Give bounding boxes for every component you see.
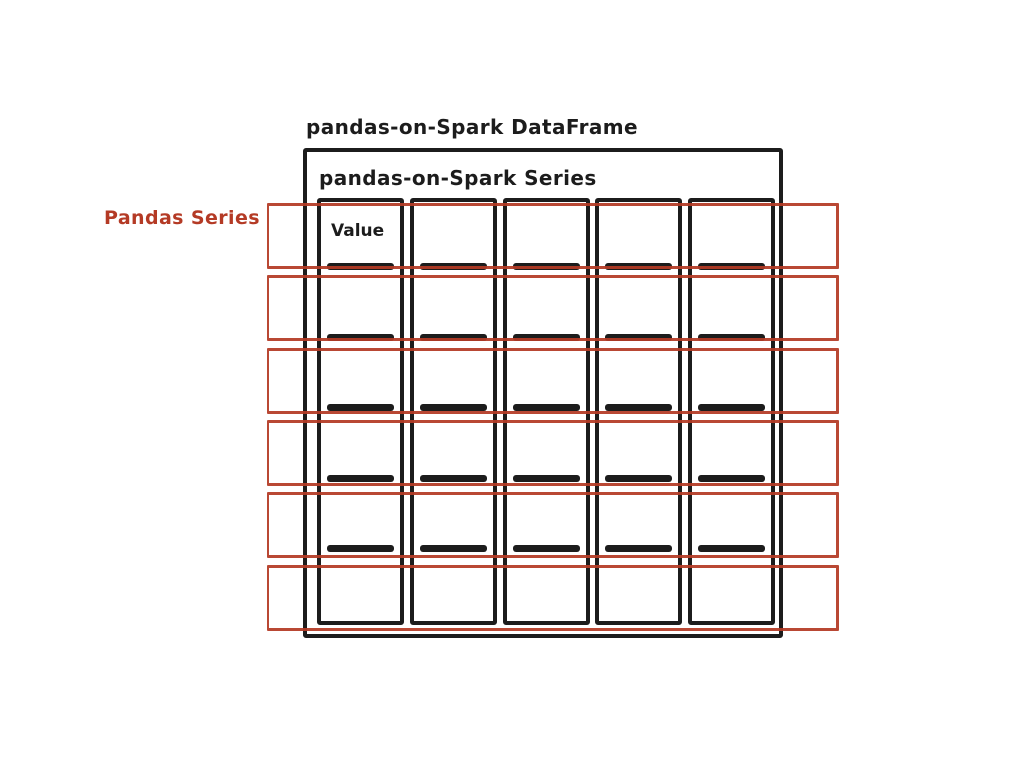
pandas-series-row [267, 420, 839, 486]
pandas-series-row [267, 275, 839, 341]
pandas-series-label: Pandas Series [104, 207, 260, 229]
dataframe-title: pandas-on-Spark DataFrame [306, 115, 638, 139]
pandas-series-row [267, 492, 839, 558]
pandas-series-row [267, 348, 839, 414]
value-cell-label: Value [331, 221, 385, 241]
pandas-series-row [267, 565, 839, 631]
spark-series-label: pandas-on-Spark Series [319, 166, 597, 190]
